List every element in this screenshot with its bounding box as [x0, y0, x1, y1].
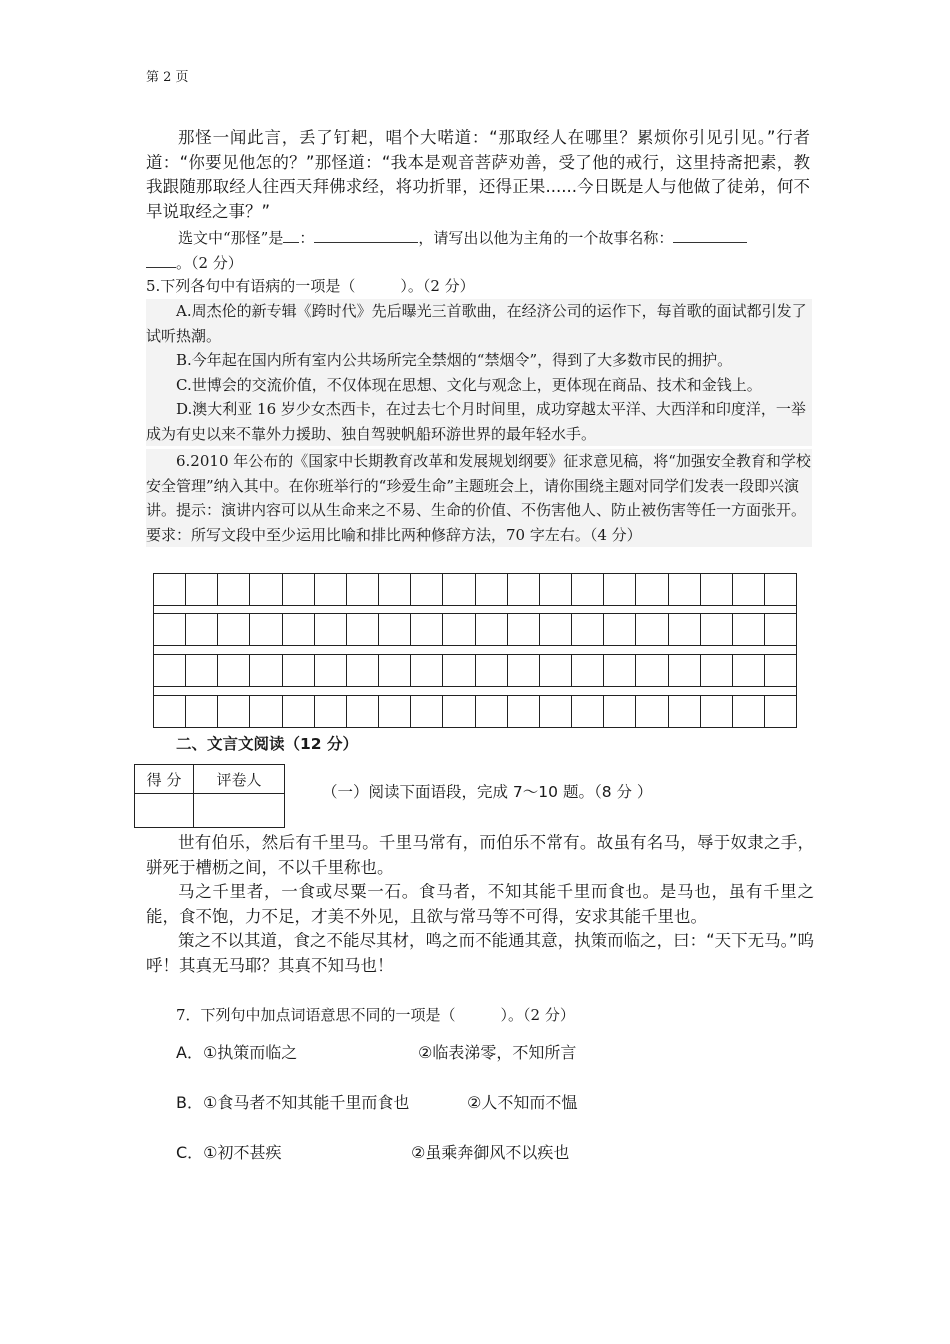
- classical-passage: [146, 831, 814, 978]
- q5-option-a: A.周杰伦的新专辑《跨时代》先后曝光三首歌曲，在经济公司的运作下，每首歌的面试都引发了试听热潮。: [146, 302, 807, 345]
- grid-row-4[interactable]: [153, 695, 797, 728]
- passage-journey-west: [146, 126, 810, 224]
- q7-option-b-first: B．①食马者不知其能千里而食也: [176, 1093, 410, 1112]
- q7-option-b: [176, 1090, 409, 1113]
- q5-option-b: B.今年起在国内所有室内公共场所完全禁烟的“禁烟令”，得到了大多数市民的拥护。: [176, 351, 733, 369]
- classical-paragraph-2: 马之千里者，一食或尽粟一石。食马者，不知其能千里而食也。是马也，虽有千里之能，食不饱，力不足，才美不外见，且欲与常马等不可得，安求其能千里也。: [146, 882, 814, 926]
- q7-stem: 7．下列句中加点词语意思不同的一项是（ ）。（2 分）: [176, 1006, 575, 1024]
- score-cell[interactable]: [135, 794, 194, 828]
- question-6: [146, 449, 812, 547]
- q4-answer-blank-2-cont[interactable]: [146, 251, 176, 268]
- grader-cell[interactable]: [194, 794, 285, 828]
- grid-row-2[interactable]: [153, 613, 797, 646]
- section-2-title: 二、文言文阅读（12 分）: [176, 735, 358, 753]
- q5-stem: 5.下列各句中有语病的一项是（ ）。（2 分）: [146, 277, 475, 295]
- q4-colon-blank: [283, 226, 299, 243]
- q7-option-a-first: A．①执策而临之: [176, 1043, 298, 1062]
- q7-option-c-first: C．①初不甚疾: [176, 1143, 282, 1162]
- grid-row-3[interactable]: [153, 654, 797, 687]
- grid-gap: [153, 646, 797, 654]
- q7-option-c: [176, 1140, 282, 1163]
- q6-text: 6.2010 年公布的《国家中长期教育改革和发展规划纲要》征求意见稿，将“加强安全教育和学校安全管理”纳入其中。在你班举行的“珍爱生命”主题班会上，请你围绕主题对同学们发表一段即兴演讲。提示：演讲内容可以从生命来之不易、生命的价值、不伤害他人、防止被伤害等任一方面张开。要求：所写文段中至少运用比喻和排比两种修辞方法，70 字左右。（4 分）: [146, 452, 811, 544]
- q5-options: [146, 299, 812, 446]
- grid-row-1[interactable]: [153, 573, 797, 606]
- q7-option-c-second: ②虽乘奔御风不以疾也: [411, 1143, 570, 1162]
- q7-option-b-second: ②人不知而不愠: [467, 1093, 578, 1112]
- question-4: 选文中“那怪”是 ： ，请写出以他为主角的一个故事名称： 。（2 分）: [146, 226, 810, 275]
- score-header: 得 分: [135, 765, 194, 794]
- classical-paragraph-3: 策之不以其道，食之不能尽其材，鸣之而不能通其意，执策而临之，曰：“天下无马。”呜呼！其真无马耶？其真不知马也！: [146, 931, 814, 975]
- grader-header: 评卷人: [194, 765, 285, 794]
- classical-paragraph-1: 世有伯乐，然后有千里马。千里马常有，而伯乐不常有。故虽有名马，辱于奴隶之手，骈死于槽枥之间，不以千里称也。: [146, 833, 814, 877]
- q7-option-a-second: ②临表涕零，不知所言: [418, 1043, 577, 1062]
- q5-option-c: C.世博会的交流价值，不仅体现在思想、文化与观念上，更体现在商品、技术和金钱上。: [176, 375, 762, 394]
- score-table: [134, 764, 285, 828]
- q5-option-d: D.澳大利亚 16 岁少女杰西卡，在过去七个月时间里，成功穿越太平洋、大西洋和印度洋，一举成为有史以来不靠外力援助、独自驾驶帆船环游世界的最年轻水手。: [146, 400, 806, 443]
- q4-answer-blank-1[interactable]: [314, 226, 418, 243]
- q7-option-a: [176, 1040, 297, 1063]
- part-1-instruction: （一）阅读下面语段，完成 7～10 题。（8 分 ）: [322, 783, 653, 801]
- q4-prefix: 选文中“那怪”是: [178, 229, 284, 247]
- grid-gap: [153, 687, 797, 695]
- q4-answer-blank-2[interactable]: [673, 226, 747, 243]
- q4-middle: ，请写出以他为主角的一个故事名称：: [418, 229, 674, 247]
- passage-text: 那怪一闻此言，丢了钉耙，唱个大喏道：“那取经人在哪里？累烦你引见引见。”行者道：“你要见他怎的？”那怪道：“我本是观音菩萨劝善，受了他的戒行，这里持斋把素，教我跟随那取经人往西天拜佛求经，将功折罪，还得正果......今日既是人与他做了徒弟，何不早说取经之事？”: [146, 128, 810, 221]
- q4-tail: 。（2 分）: [176, 253, 243, 272]
- page-number: 第 2 页: [146, 70, 189, 85]
- question-5: [146, 274, 810, 299]
